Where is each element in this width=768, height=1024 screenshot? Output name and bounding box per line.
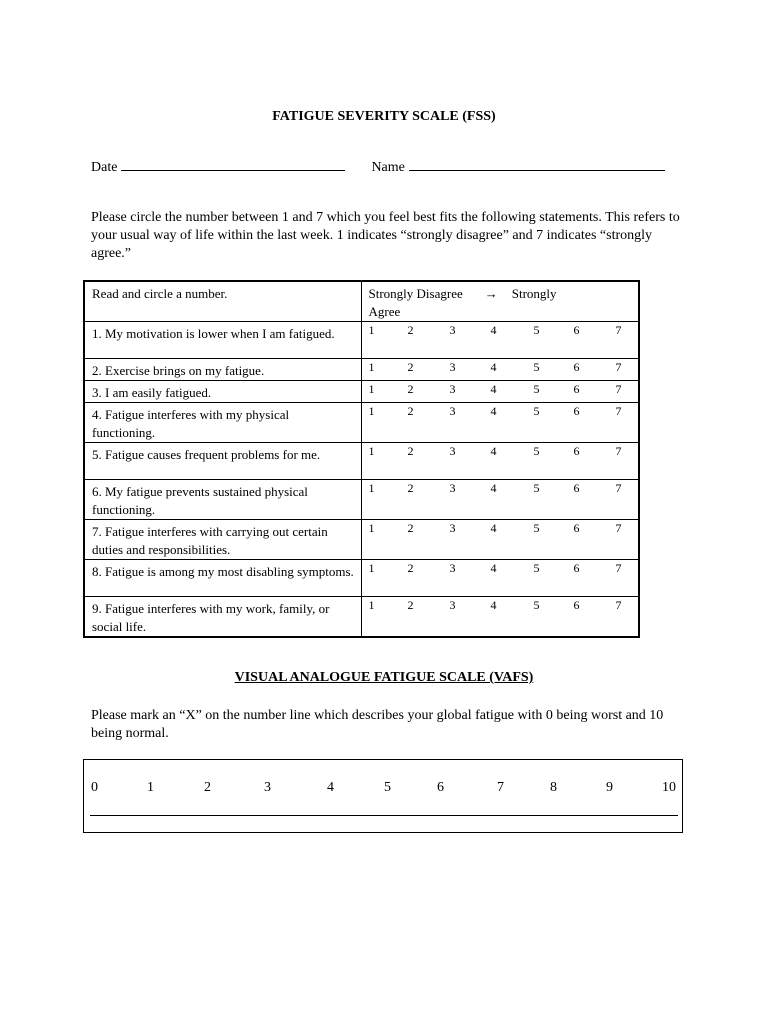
- scale-option[interactable]: 5: [533, 382, 540, 396]
- scale-option[interactable]: 3: [449, 598, 456, 612]
- scale-option[interactable]: 1: [368, 382, 375, 396]
- scale-option[interactable]: 2: [407, 360, 414, 374]
- vafs-scale-number: 10: [662, 780, 676, 795]
- vafs-scale-number: 5: [384, 780, 391, 795]
- scale-option[interactable]: 1: [368, 561, 375, 575]
- scale-cell: [361, 381, 639, 403]
- vafs-number-line-box: [83, 759, 683, 833]
- vafs-scale-number: 9: [606, 780, 613, 795]
- scale-option[interactable]: 4: [490, 521, 497, 535]
- scale-option[interactable]: 4: [490, 481, 497, 495]
- scale-option[interactable]: 6: [573, 444, 580, 458]
- scale-option[interactable]: 6: [573, 521, 580, 535]
- scale-option[interactable]: 3: [449, 561, 456, 575]
- scale-option[interactable]: 4: [490, 561, 497, 575]
- scale-option[interactable]: 7: [615, 598, 622, 612]
- vafs-scale-number: 1: [147, 780, 154, 795]
- scale-option[interactable]: 4: [490, 323, 497, 337]
- scale-option[interactable]: 7: [615, 481, 622, 495]
- scale-option[interactable]: 3: [449, 382, 456, 396]
- table-row: [84, 480, 639, 520]
- date-label: Date: [91, 160, 118, 175]
- vafs-instructions: Please mark an “X” on the number line which describes your global fatigue with 0 being worst and 10 being normal.: [91, 708, 664, 741]
- fss-table-header: [84, 281, 639, 322]
- scale-option[interactable]: 2: [407, 382, 414, 396]
- scale-cell: [361, 403, 639, 443]
- vafs-scale-number: 7: [497, 780, 504, 795]
- fss-instructions: Please circle the number between 1 and 7 which you feel best fits the following statements. This refers to your usual way of life within the last week. 1 indicates “strongly disagree” and 7 indicates “strongly agree.”: [91, 210, 680, 261]
- vafs-number-line[interactable]: [90, 815, 678, 816]
- scale-cell: [361, 359, 639, 381]
- scale-option[interactable]: 4: [490, 382, 497, 396]
- scale-option[interactable]: 6: [573, 404, 580, 418]
- arrow-right-icon: →: [484, 286, 498, 301]
- scale-option[interactable]: 7: [615, 382, 622, 396]
- vafs-scale-number: 4: [327, 780, 334, 795]
- scale-option[interactable]: 7: [615, 561, 622, 575]
- scale-option[interactable]: 6: [573, 323, 580, 337]
- statement-text: 1. My motivation is lower when I am fatigued.: [84, 322, 361, 359]
- scale-option[interactable]: 2: [407, 521, 414, 535]
- scale-cell: [361, 520, 639, 560]
- fss-table: [83, 280, 640, 638]
- scale-option[interactable]: 7: [615, 323, 622, 337]
- scale-option[interactable]: 7: [615, 521, 622, 535]
- vafs-scale-number: 0: [91, 780, 98, 795]
- vafs-scale-number: 2: [204, 780, 211, 795]
- scale-option[interactable]: 6: [573, 561, 580, 575]
- scale-option[interactable]: 3: [449, 521, 456, 535]
- date-field[interactable]: [121, 156, 345, 171]
- scale-option[interactable]: 4: [490, 404, 497, 418]
- table-row: [84, 403, 639, 443]
- table-row: [84, 381, 639, 403]
- statement-text: 3. I am easily fatigued.: [84, 381, 361, 403]
- scale-option[interactable]: 5: [533, 444, 540, 458]
- scale-option[interactable]: 4: [490, 444, 497, 458]
- scale-option[interactable]: 7: [615, 404, 622, 418]
- scale-cell: [361, 443, 639, 480]
- table-row: [84, 597, 639, 638]
- scale-option[interactable]: 1: [368, 598, 375, 612]
- statement-text: 4. Fatigue interferes with my physical functioning.: [84, 403, 361, 443]
- scale-option[interactable]: 2: [407, 444, 414, 458]
- scale-option[interactable]: 5: [533, 598, 540, 612]
- scale-option[interactable]: 1: [368, 360, 375, 374]
- scale-option[interactable]: 5: [533, 323, 540, 337]
- statement-text: 6. My fatigue prevents sustained physical functioning.: [84, 480, 361, 520]
- header-scale-label: [361, 281, 639, 322]
- vafs-scale-number: 3: [264, 780, 271, 795]
- scale-option[interactable]: 1: [368, 521, 375, 535]
- scale-option[interactable]: 5: [533, 404, 540, 418]
- statement-text: 7. Fatigue interferes with carrying out certain duties and responsibilities.: [84, 520, 361, 560]
- scale-option[interactable]: 2: [407, 404, 414, 418]
- table-row: [84, 359, 639, 381]
- scale-cell: [361, 322, 639, 359]
- table-row: [84, 443, 639, 480]
- scale-option[interactable]: 5: [533, 360, 540, 374]
- table-row: [84, 322, 639, 359]
- header-strongly-disagree: Strongly Disagree: [368, 286, 463, 301]
- header-strongly-agree: Strongly Agree: [368, 286, 557, 319]
- name-label: Name: [371, 160, 405, 175]
- scale-option[interactable]: 3: [449, 404, 456, 418]
- scale-option[interactable]: 2: [407, 598, 414, 612]
- fss-title: FATIGUE SEVERITY SCALE (FSS): [272, 109, 496, 124]
- statement-text: 2. Exercise brings on my fatigue.: [84, 359, 361, 381]
- vafs-scale-number: 6: [437, 780, 444, 795]
- table-row: [84, 520, 639, 560]
- scale-option[interactable]: 5: [533, 521, 540, 535]
- scale-option[interactable]: 2: [407, 561, 414, 575]
- scale-option[interactable]: 3: [449, 323, 456, 337]
- date-name-row: [91, 156, 665, 176]
- scale-option[interactable]: 5: [533, 481, 540, 495]
- scale-option[interactable]: 6: [573, 360, 580, 374]
- name-field[interactable]: [409, 156, 665, 171]
- scale-option[interactable]: 5: [533, 561, 540, 575]
- scale-cell: [361, 480, 639, 520]
- scale-option[interactable]: 2: [407, 323, 414, 337]
- vafs-scale-number: 8: [550, 780, 557, 795]
- scale-option[interactable]: 6: [573, 598, 580, 612]
- statement-text: 5. Fatigue causes frequent problems for me.: [84, 443, 361, 480]
- scale-option[interactable]: 1: [368, 404, 375, 418]
- statement-text: 9. Fatigue interferes with my work, family, or social life.: [84, 597, 361, 638]
- scale-cell: [361, 560, 639, 597]
- table-row: [84, 560, 639, 597]
- header-instruction: Read and circle a number.: [84, 281, 361, 322]
- scale-option[interactable]: 6: [573, 481, 580, 495]
- scale-option[interactable]: 3: [449, 360, 456, 374]
- statement-text: 8. Fatigue is among my most disabling symptoms.: [84, 560, 361, 597]
- vafs-title: VISUAL ANALOGUE FATIGUE SCALE (VAFS): [234, 670, 534, 685]
- scale-option[interactable]: 1: [368, 481, 375, 495]
- scale-option[interactable]: 6: [573, 382, 580, 396]
- scale-option[interactable]: 3: [449, 481, 456, 495]
- scale-option[interactable]: 4: [490, 360, 497, 374]
- scale-option[interactable]: 2: [407, 481, 414, 495]
- scale-option[interactable]: 1: [368, 323, 375, 337]
- scale-option[interactable]: 1: [368, 444, 375, 458]
- scale-cell: [361, 597, 639, 638]
- scale-option[interactable]: 7: [615, 360, 622, 374]
- scale-option[interactable]: 7: [615, 444, 622, 458]
- scale-option[interactable]: 4: [490, 598, 497, 612]
- scale-option[interactable]: 3: [449, 444, 456, 458]
